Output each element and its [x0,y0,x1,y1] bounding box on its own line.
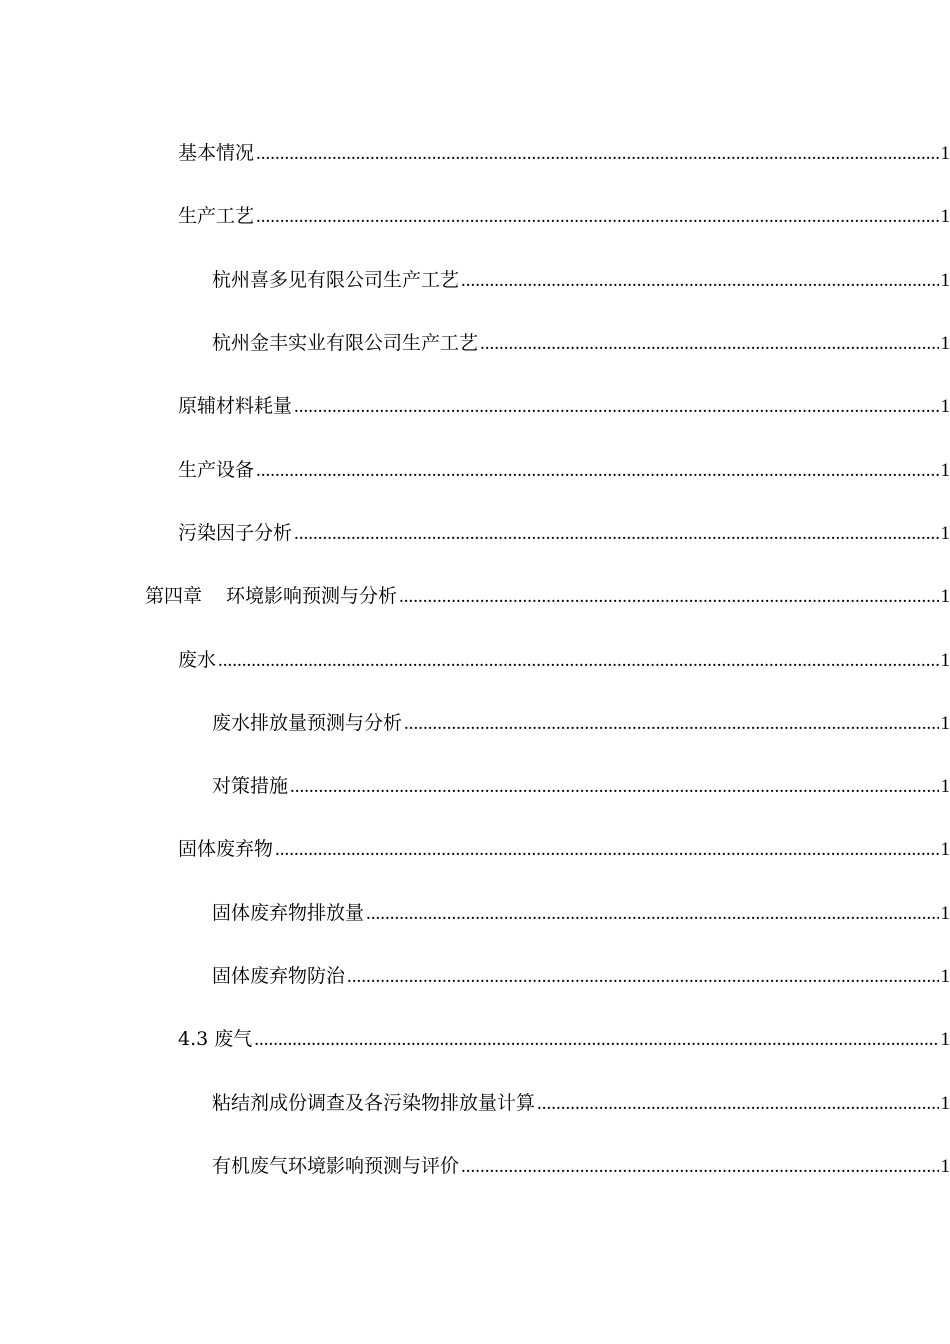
toc-dot-leader [290,776,938,798]
toc-page-number: 1 [940,333,950,355]
toc-entry-line [178,201,950,228]
toc-page-number: 1 [940,1092,950,1114]
toc-entry[interactable] [0,436,950,499]
toc-entry-line [212,771,950,798]
toc-entry-line [212,708,950,735]
toc-entry-line [178,138,950,165]
toc-page-number: 1 [940,902,950,924]
toc-dot-leader [294,396,938,418]
toc-entry-line [178,391,950,418]
toc-entry[interactable] [0,373,950,436]
toc-dot-leader [256,143,938,165]
toc-chapter-entry[interactable] [0,563,950,626]
toc-page-number: 1 [940,143,950,165]
toc-entry-title: 固体废弃物排放量 [212,901,365,924]
toc-dot-leader [275,839,938,861]
toc-entry-line [212,898,950,925]
toc-page-number: 1 [940,269,950,291]
toc-entry-title: 有机废气环境影响预测与评价 [212,1154,460,1177]
toc-entry[interactable] [0,1006,950,1069]
toc-entry-title: 生产工艺 [178,205,255,228]
toc-entry-title: 生产设备 [178,458,255,481]
toc-page-number: 1 [940,839,950,861]
toc-page-number: 1 [940,396,950,418]
toc-entry-line [212,328,950,355]
toc-entry-line [178,645,950,672]
toc-entry-title: 粘结剂成份调查及各污染物排放量计算 [212,1091,536,1114]
toc-entry-title: 固体废弃物 [178,838,274,861]
toc-entry[interactable] [0,626,950,689]
toc-page-number: 1 [940,586,950,608]
toc-entry-line [178,834,950,861]
toc-entry-title: 原辅材料耗量 [178,395,293,418]
toc-entry-line [178,518,950,545]
toc-chapter-number: 第四章 [145,585,203,608]
toc-entry-line [178,455,950,482]
toc-page-number: 1 [940,776,950,798]
toc-dot-leader [347,966,938,988]
toc-entry[interactable] [0,310,950,373]
toc-dot-leader [254,1029,938,1051]
toc-entry-title: 4.3 废气 [178,1028,253,1051]
toc-entry-title: 基本情况 [178,142,255,165]
toc-page-number: 1 [940,459,950,481]
toc-chapter-heading [145,581,397,608]
toc-entry[interactable] [0,816,950,879]
toc-page-number: 1 [940,1155,950,1177]
toc-dot-leader [366,903,938,925]
toc-entry[interactable] [0,247,950,310]
toc-dot-leader [461,1156,938,1178]
toc-dot-leader [404,713,938,735]
toc-dot-leader [256,206,938,228]
toc-entry[interactable] [0,753,950,816]
toc-dot-leader [256,460,938,482]
toc-dot-leader [480,333,938,355]
toc-entry[interactable] [0,120,950,183]
toc-page-number: 1 [940,522,950,544]
toc-dot-leader [537,1093,938,1115]
toc-entry[interactable] [0,500,950,563]
toc-entry-line [212,265,950,292]
toc-entry[interactable] [0,690,950,753]
toc-page-number: 1 [940,966,950,987]
toc-page-number: 1 [940,1029,950,1051]
toc-entry-title: 杭州金丰实业有限公司生产工艺 [212,332,479,355]
toc-page-number: 1 [940,206,950,228]
toc-page-number: 1 [940,649,950,671]
toc-entry-title: 废水 [178,648,217,671]
toc-entry-line [212,1151,950,1178]
toc-entry[interactable] [0,943,950,1006]
toc-entry[interactable] [0,1069,950,1132]
toc-dot-leader [461,270,938,292]
toc-chapter-title: 环境影响预测与分析 [226,585,398,608]
toc-entry-line [212,961,950,988]
toc-entry-title: 对策措施 [212,775,289,798]
toc-dot-leader [399,586,938,608]
toc-entry[interactable] [0,183,950,246]
toc-entry[interactable] [0,1133,950,1196]
toc-entry-title: 固体废弃物防治 [212,965,346,987]
toc-entry-title: 杭州喜多见有限公司生产工艺 [212,268,460,291]
toc-entry-line [178,1024,950,1051]
toc-entry-line [212,1088,950,1115]
toc-entry-title: 废水排放量预测与分析 [212,711,403,734]
toc-dot-leader [294,523,938,545]
toc-entry-line [145,581,950,608]
toc-entry-title: 污染因子分析 [178,521,293,544]
toc-page-number: 1 [940,712,950,734]
toc-entry[interactable] [0,880,950,943]
toc-dot-leader [218,650,938,672]
table-of-contents [0,120,950,1196]
